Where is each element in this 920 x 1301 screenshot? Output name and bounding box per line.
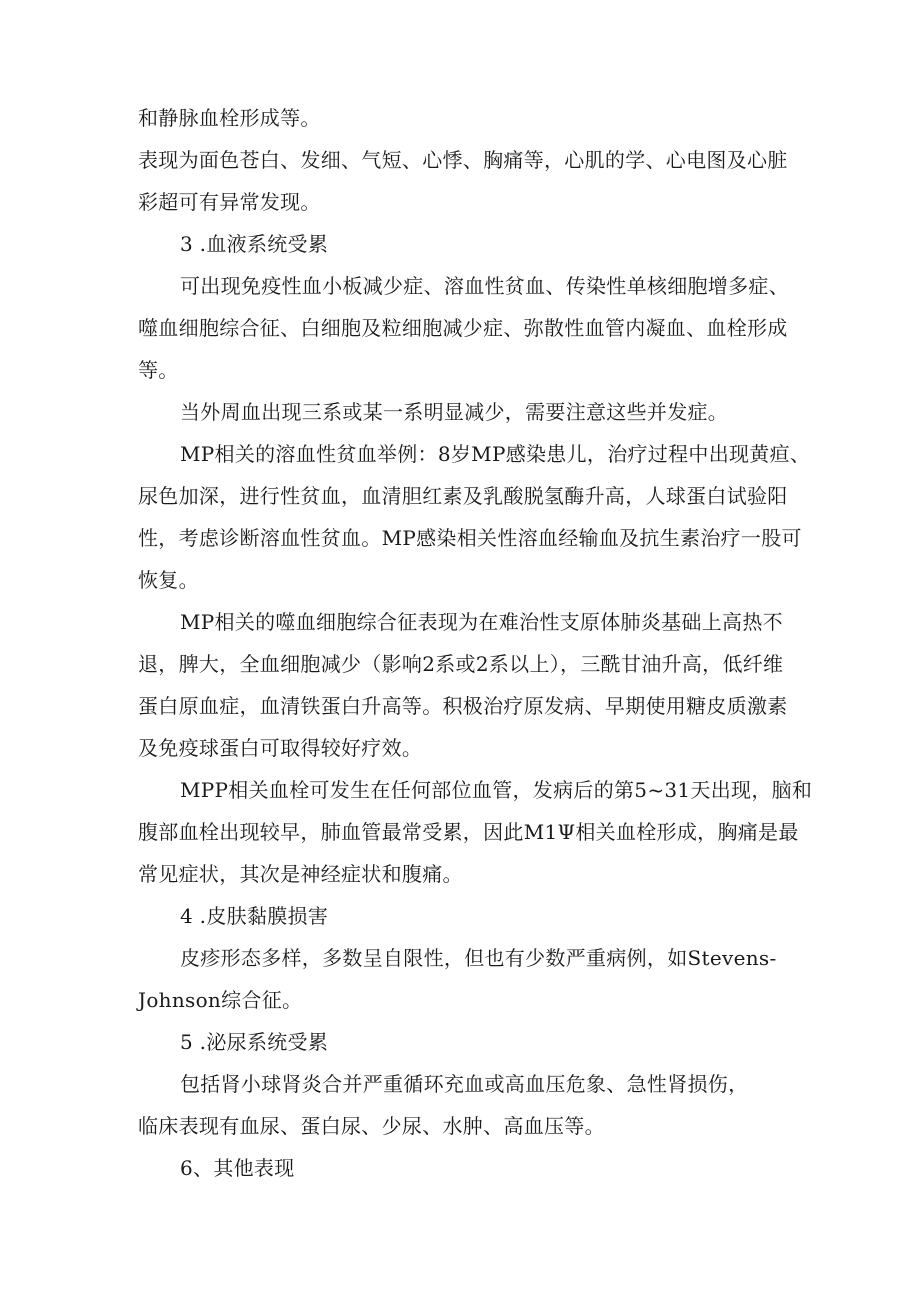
paragraph-line: 可出现免疫性血小板减少症、溶血性贫血、传染性单核细胞增多症、 bbox=[180, 274, 789, 298]
paragraph-line: MP相关的噬血细胞综合征表现为在难治性支原体肺炎基础上高热不 bbox=[180, 610, 783, 634]
paragraph-line: 退，脾大，全血细胞减少（影响2系或2系以上），三酰甘油升高，低纤维 bbox=[138, 652, 784, 676]
section-heading: 3 .血液系统受累 bbox=[180, 232, 329, 256]
paragraph-line: 和静脉血栓形成等。 bbox=[138, 106, 321, 130]
paragraph-line: 包括肾小球肾炎合并严重循环充血或高血压危象、急性肾损伤， bbox=[180, 1072, 749, 1096]
paragraph-line: 噬血细胞综合征、白细胞及粒细胞减少症、弥散性血管内凝血、血栓形成 bbox=[138, 316, 788, 340]
paragraph-line: 常见症状，其次是神经症状和腹痛。 bbox=[138, 862, 463, 886]
paragraph-line: 及免疫球蛋白可取得较好疗效。 bbox=[138, 736, 423, 760]
paragraph-line: 性，考虑诊断溶血性贫血。MP感染相关性溶血经输血及抗生素治疗一股可 bbox=[138, 526, 802, 550]
paragraph-line: 恢复。 bbox=[138, 568, 199, 592]
section-heading: 4 .皮肤黏膜损害 bbox=[180, 904, 329, 928]
paragraph-line: Johnson综合征。 bbox=[138, 988, 303, 1012]
paragraph-line: 彩超可有异常发现。 bbox=[138, 190, 321, 214]
paragraph-line: 蛋白原血症，血清铁蛋白升高等。积极治疗原发病、早期使用糖皮质激素 bbox=[138, 694, 788, 718]
paragraph-line: 表现为面色苍白、发细、气短、心悸、胸痛等，心肌的学、心电图及心脏 bbox=[138, 148, 788, 172]
paragraph-line: MPP相关血栓可发生在任何部位血管，发病后的第5~31天出现，脑和 bbox=[180, 778, 813, 802]
section-heading: 6、其他表现 bbox=[180, 1156, 295, 1180]
paragraph-line: 尿色加深，进行性贫血，血清胆红素及乳酸脱氢酶升高，人球蛋白试验阳 bbox=[138, 484, 788, 508]
paragraph-line: 腹部血栓出现较早，肺血管最常受累，因此M1Ψ相关血栓形成，胸痛是最 bbox=[138, 820, 799, 844]
paragraph-line: 当外周血出现三系或某一系明显减少，需要注意这些并发症。 bbox=[180, 400, 729, 424]
section-heading: 5 .泌尿系统受累 bbox=[180, 1030, 329, 1054]
paragraph-line: 等。 bbox=[138, 358, 179, 382]
paragraph-line: 临床表现有血尿、蛋白尿、少尿、水肿、高血压等。 bbox=[138, 1114, 605, 1138]
paragraph-line: MP相关的溶血性贫血举例：8岁MP感染患儿，治疗过程中出现黄疸、 bbox=[180, 442, 811, 466]
paragraph-line: 皮疹形态多样，多数呈自限性，但也有少数严重病例，如Stevens- bbox=[180, 946, 777, 970]
